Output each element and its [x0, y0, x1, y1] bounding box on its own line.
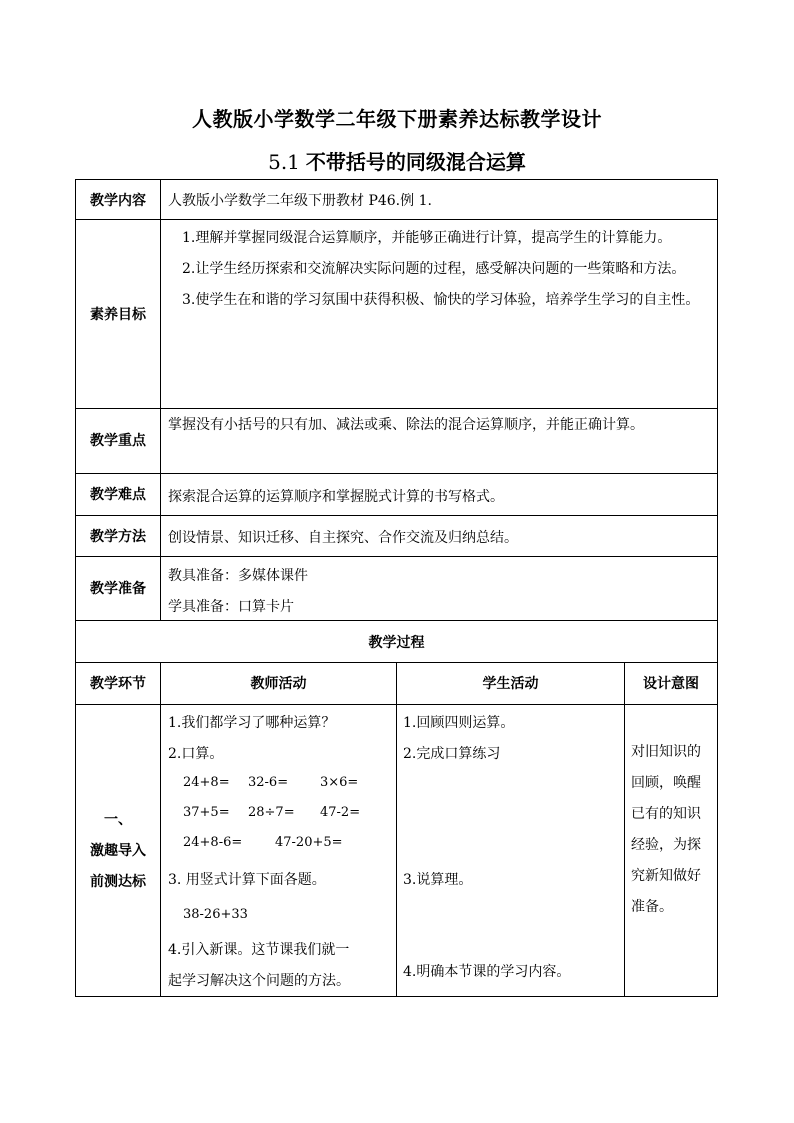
calc-row-3 [183, 835, 383, 853]
process-title: 教学过程 [368, 635, 425, 651]
label-goals: 素养目标 [90, 307, 146, 323]
stage-cell [76, 805, 160, 898]
header-teacher: 教师活动 [250, 676, 307, 692]
header-student: 学生活动 [482, 676, 539, 692]
student-item-2: 2.完成口算练习 [403, 746, 501, 762]
teacher-item-4-line-1: 4.引入新课。这节课我们就一 [168, 942, 350, 958]
difficulty-text: 探索混合运算的运算顺序和掌握脱式计算的书写格式。 [168, 489, 504, 505]
label-difficulty: 教学难点 [90, 487, 146, 503]
stage-line-1: 一、 [104, 812, 132, 828]
calc-item: 3×6= [320, 775, 359, 790]
method-text: 创设情景、知识迁移、自主探究、合作交流及归纳总结。 [168, 530, 518, 546]
student-item-3: 3.说算理。 [403, 872, 473, 888]
goal-item-3: 3.使学生在和谐的学习氛围中获得积极、愉快的学习体验，培养学生学习的自主性。 [182, 292, 700, 308]
header-intent: 设计意图 [643, 676, 699, 692]
calc-item: 47-2= [320, 805, 361, 820]
stage-line-3: 前测达标 [90, 874, 146, 890]
calc-item: 24+8-6= [183, 835, 243, 850]
header-stage: 教学环节 [90, 676, 146, 692]
goal-item-2: 2.让学生经历探索和交流解决实际问题的过程，感受解决问题的一些策略和方法。 [182, 261, 686, 277]
stage-line-2: 激趣导入 [90, 843, 146, 859]
design-intent: 对旧知识的回顾，唤醒已有的知识经验，为探究新知做好准备。 [631, 744, 701, 915]
label-method: 教学方法 [90, 529, 146, 545]
teacher-item-2: 2.口算。 [168, 746, 224, 762]
goal-item-1: 1.理解并掌握同级混合运算顺序，并能够正确进行计算，提高学生的计算能力。 [182, 230, 672, 246]
teacher-item-1: 1.我们都学习了哪种运算？ [168, 715, 336, 731]
label-prep: 教学准备 [90, 581, 146, 597]
content-text: 人教版小学数学二年级下册教材 P46.例 1. [168, 193, 432, 209]
prep-line-1: 教具准备：多媒体课件 [168, 568, 308, 584]
student-item-1: 1.回顾四则运算。 [403, 715, 515, 731]
teacher-item-4-line-2: 起学习解决这个问题的方法。 [168, 973, 350, 989]
calc-item: 28÷7= [248, 805, 295, 820]
calc-item: 24+8= [183, 775, 230, 790]
student-item-4: 4.明确本节课的学习内容。 [403, 964, 571, 980]
calc-row-1 [183, 775, 383, 793]
calc-row-2 [183, 805, 383, 823]
document-title: 人教版小学数学二年级下册素养达标教学设计 [192, 107, 602, 131]
goals-list [168, 223, 708, 316]
calc-item: 47-20+5= [275, 835, 343, 850]
label-content: 教学内容 [90, 193, 146, 209]
teacher-item-3: 3. 用竖式计算下面各题。 [168, 872, 326, 888]
lesson-title [0, 146, 794, 175]
teacher-item-3-expression: 38-26+33 [183, 907, 248, 922]
lesson-number: 5.1 [268, 150, 300, 174]
calc-item: 37+5= [183, 805, 230, 820]
prep-line-2: 学具准备：口算卡片 [168, 599, 294, 615]
calc-item: 32-6= [248, 775, 289, 790]
key-text: 掌握没有小括号的只有加、减法或乘、除法的混合运算顺序，并能正确计算。 [168, 417, 644, 433]
label-key: 教学重点 [90, 433, 146, 449]
lesson-name: 不带括号的同级混合运算 [305, 150, 526, 174]
